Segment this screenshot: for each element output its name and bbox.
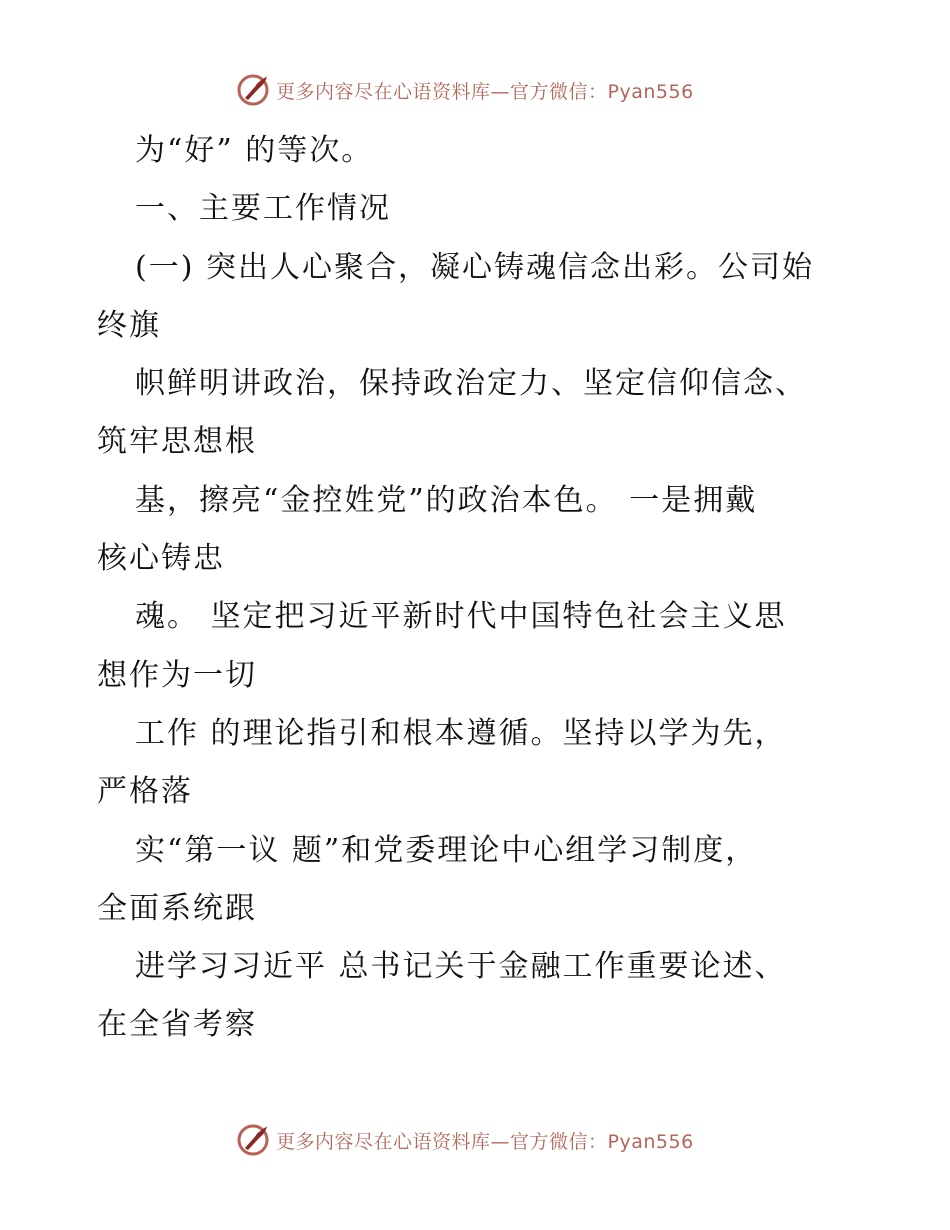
- text-line: 为“好” 的等次。: [135, 133, 374, 168]
- header-watermark: [236, 70, 694, 110]
- text-line: 工作 的理论指引和根本遵循。坚持以学为先，: [135, 715, 787, 751]
- quill-logo-icon: [236, 73, 270, 107]
- text-line: 核心铸忠: [97, 541, 225, 577]
- text-line: 实“第一议 题”和党委理论中心组学习制度，: [135, 832, 758, 868]
- text-line: 终旗: [97, 307, 161, 343]
- text-line: 魂。 坚定把习近平新时代中国特色社会主义思: [135, 599, 787, 635]
- footer-watermark: [236, 1120, 694, 1160]
- text-line: 全面系统跟: [97, 890, 257, 926]
- text-line: 基，擦亮“金控姓党”的政治本色。 一是拥戴: [135, 482, 758, 518]
- section-heading: 一、主要工作情况: [135, 191, 391, 227]
- watermark-text: 更多内容尽在心语资料库—官方微信：Pyan556: [276, 1130, 694, 1153]
- text-line: 想作为一切: [97, 657, 257, 693]
- text-line: 在全省考察: [97, 1007, 257, 1043]
- quill-logo-icon: [236, 1123, 270, 1157]
- text-line: 进学习习近平 总书记关于金融工作重要论述、: [135, 949, 787, 985]
- text-line: 严格落: [97, 774, 193, 810]
- text-line: 帜鲜明讲政治，保持政治定力、坚定信仰信念、: [135, 366, 807, 402]
- document-body: [97, 122, 877, 1055]
- text-line: (一) 突出人心聚合，凝心铸魂信念出彩。公司始: [135, 249, 814, 285]
- watermark-text: 更多内容尽在心语资料库—官方微信：Pyan556: [276, 80, 694, 103]
- text-line: 筑牢思想根: [97, 424, 257, 460]
